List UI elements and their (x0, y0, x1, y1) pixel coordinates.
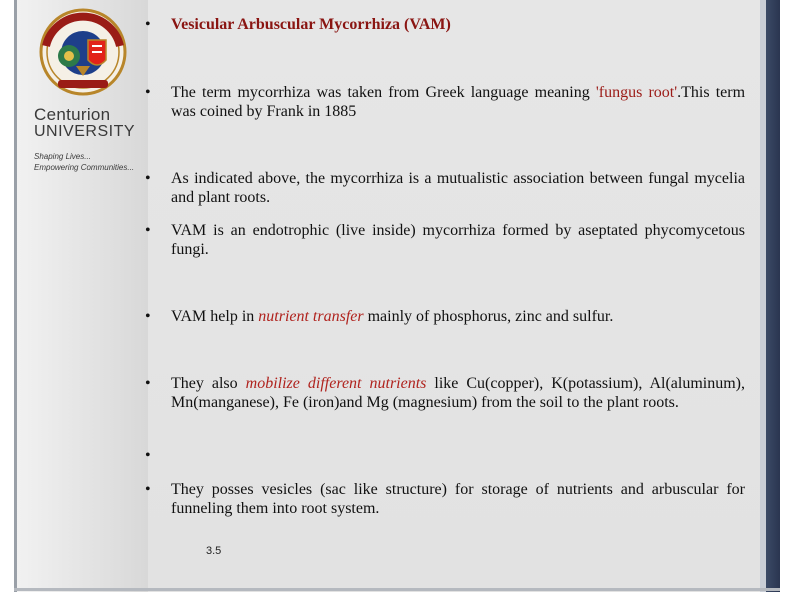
tagline-2: Empowering Communities... (34, 163, 135, 172)
bullet-marker: • (145, 16, 151, 33)
bullet-marker: • (145, 84, 151, 101)
bullet-text-emphasis: nutrient transfer (258, 308, 364, 325)
bullet-marker: • (145, 308, 151, 325)
bullet-text-part: mainly of phosphorus, zinc and sulfur. (363, 308, 614, 325)
bullet-marker: • (145, 222, 151, 239)
bullet-text: They posses vesicles (sac like structure) for storage of nutrients and arbuscular for funneling them into root system. (171, 481, 745, 517)
bullet-text: As indicated above, the mycorrhiza is a mutualistic association between fungal mycelia and plant roots. (171, 170, 745, 206)
university-crest-icon (36, 6, 130, 102)
bullet-text: VAM is an endotrophic (live inside) mycorrhiza formed by aseptated phycomycetous fungi. (171, 222, 745, 258)
bullet-text-part: The term mycorrhiza was taken from Greek language meaning (171, 84, 596, 101)
bullet-text-part: like Cu(copper), K(potassium), Al(aluminum), Mn(manganese), Fe (iron)and Mg (magnesium) from the soil to the plant roots. (171, 375, 745, 411)
tagline-1: Shaping Lives... (34, 152, 91, 161)
brand-university: UNIVERSITY (34, 123, 136, 140)
bullet-marker: • (145, 481, 151, 498)
bullet-text-emphasis: mobilize different nutrients (245, 375, 427, 392)
bullet-text (171, 307, 745, 326)
bottom-border (14, 588, 780, 591)
bullet-text-part: VAM help in (171, 308, 259, 325)
slide-title: Vesicular Arbuscular Mycorrhiza (VAM) (171, 16, 451, 33)
bullet-marker: • (145, 447, 151, 464)
brand-name: Centurion (34, 105, 111, 124)
right-accent-bar (766, 0, 780, 592)
bullet-text-part: .This term was coined by Frank in 1885 (171, 84, 746, 120)
bullet-text-highlight: 'fungus root' (595, 84, 678, 101)
left-border (14, 0, 17, 592)
page-number: 3.5 (206, 545, 222, 557)
bullet-text (171, 374, 745, 412)
university-logo (26, 6, 146, 171)
bullet-marker: • (145, 375, 151, 392)
bullet-text-part: They also (171, 375, 246, 392)
bullet-text (171, 83, 745, 121)
bullet-marker: • (145, 170, 151, 187)
